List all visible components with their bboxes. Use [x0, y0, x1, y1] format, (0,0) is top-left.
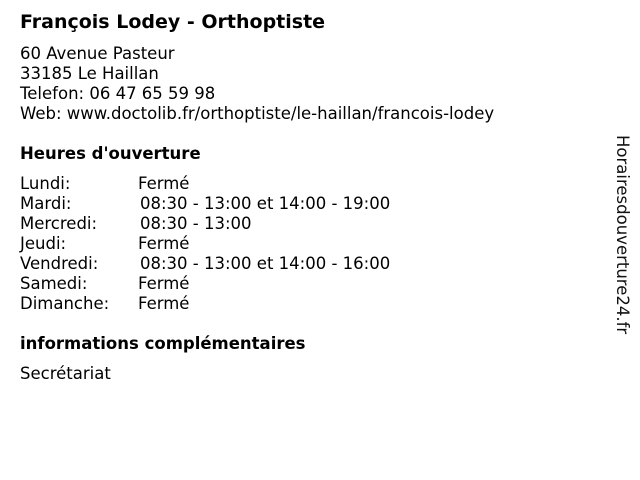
- day-label: Dimanche:: [20, 294, 110, 313]
- hours-value: Fermé: [138, 174, 190, 193]
- opening-hours-heading: Heures d'ouverture: [20, 144, 201, 163]
- day-label: Samedi:: [20, 274, 88, 293]
- day-label: Lundi:: [20, 174, 71, 193]
- hours-row-samedi: [20, 274, 540, 294]
- hours-value: 08:30 - 13:00: [140, 214, 252, 233]
- phone-line: Telefon: 06 47 65 59 98: [20, 84, 216, 103]
- page-title: François Lodey - Orthoptiste: [20, 11, 326, 33]
- hours-row-mardi: [20, 194, 540, 214]
- address-street: 60 Avenue Pasteur: [20, 44, 175, 63]
- day-label: Vendredi:: [20, 254, 99, 273]
- hours-row-lundi: [20, 174, 540, 194]
- additional-info-heading: informations complémentaires: [20, 334, 306, 353]
- day-label: Mardi:: [20, 194, 72, 213]
- website-line: Web: www.doctolib.fr/orthoptiste/le-haillan/francois-lodey: [20, 104, 495, 123]
- hours-value: Fermé: [138, 294, 190, 313]
- hours-row-jeudi: [20, 234, 540, 254]
- watermark-text: Horairesdouverture24.fr: [613, 135, 632, 335]
- day-label: Jeudi:: [20, 234, 67, 253]
- hours-row-mercredi: [20, 214, 540, 234]
- hours-value: 08:30 - 13:00 et 14:00 - 19:00: [140, 194, 391, 213]
- day-label: Mercredi:: [20, 214, 98, 233]
- hours-value: Fermé: [138, 274, 190, 293]
- hours-value: 08:30 - 13:00 et 14:00 - 16:00: [140, 254, 391, 273]
- hours-row-dimanche: [20, 294, 540, 314]
- hours-value: Fermé: [138, 234, 190, 253]
- additional-info-text: Secrétariat: [20, 364, 111, 383]
- hours-row-vendredi: [20, 254, 540, 274]
- address-city: 33185 Le Haillan: [20, 64, 159, 83]
